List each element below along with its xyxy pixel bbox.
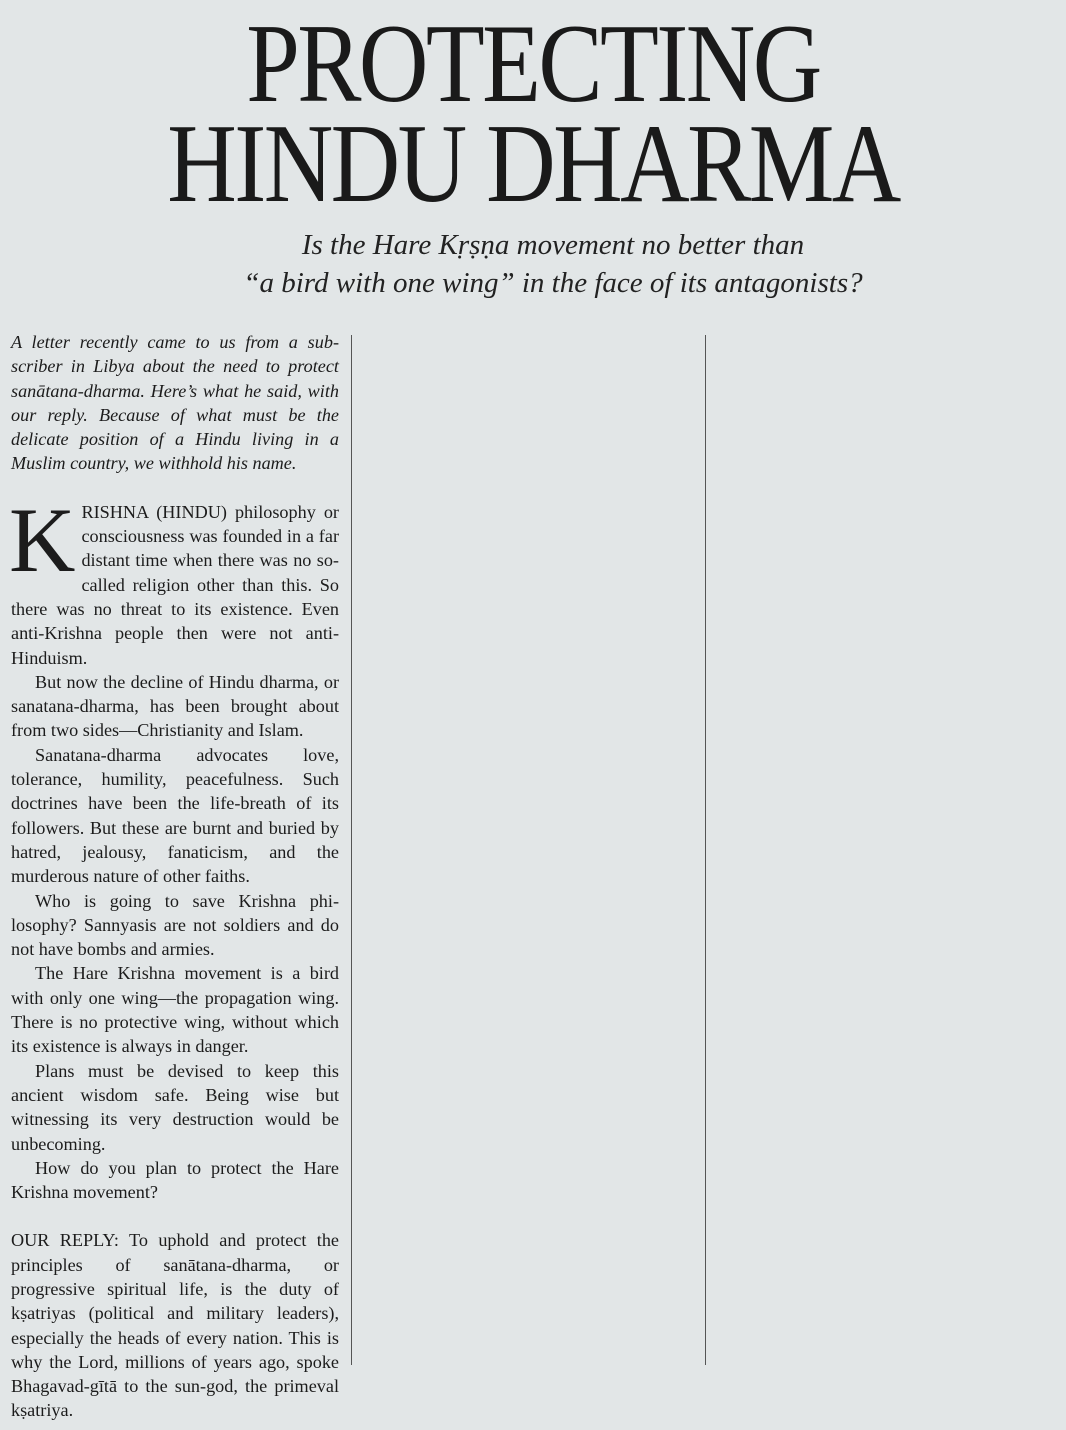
column-rule (351, 335, 352, 1365)
column-1 (11, 330, 339, 1423)
reply-paragraph-text: To uphold and protect the principles of sanātana-dharma, or progressive spiritual life, is the duty of kṣatriyas (political and military leaders), especially the heads of every nation. This is why the Lord, millions of years ago, spoke Bhagavad-gītā to the sun-god, the primeval kṣatriya. (11, 1230, 339, 1421)
deck-line-2: “a bird with one wing” in the face of its antagonists? (243, 267, 863, 299)
letter-paragraph: How do you plan to protect the Hare Krishna movement? (11, 1157, 339, 1203)
intro-paragraph: A letter recently came to us from a subscriber in Libya about the need to protect sanātana-dharma. Here’s what he said, with our reply. Because of what must be the delicate position of a Hindu living in a Muslim country, we withhold his name. (11, 332, 339, 474)
article-title-line-2: HINDU DHARMA (167, 102, 899, 226)
column-rule (705, 335, 706, 1365)
letter-paragraph-text: RISHNA (HINDU) philosophy or consciousness was founded in a far distant time when there was no so-called religion other than this. So there was no threat to its existence. Even anti-Krishna people then were not anti-Hinduism. (11, 501, 339, 668)
article-deck (0, 226, 1066, 302)
letter-paragraph (9, 488, 339, 670)
reply-paragraph (11, 1228, 339, 1422)
letter-paragraph: Who is going to save Krishna philosophy? Sannyasis are not soldiers and do not have bombs and armies. (11, 890, 339, 960)
article-title-line-1: PROTECTING (246, 2, 820, 126)
letter-paragraph: But now the decline of Hindu dharma, or sanatana-dharma, has been brought about from two sides—Christianity and Islam. (11, 671, 339, 741)
reply-label: OUR REPLY: (11, 1230, 119, 1251)
letter-paragraph: Plans must be devised to keep this ancient wisdom safe. Being wise but witnessing its very destruction would be unbecoming. (11, 1060, 339, 1154)
spacer (11, 1204, 339, 1228)
deck-line-1: Is the Hare Kṛṣṇa movement no better than (301, 229, 805, 261)
letter-paragraph: The Hare Krishna movement is a bird with only one wing—the propagation wing. There is no protective wing, without which its existence is always in danger. (11, 963, 339, 1057)
letter-paragraph: Sanatana-dharma advocates love, tolerance, humility, peacefulness. Such doctrines have been the life-breath of its followers. But these are burnt and buried by hatred, jealousy, fanaticism, and the murderous nature of other faiths. (11, 744, 339, 887)
drop-cap: K (9, 488, 76, 591)
